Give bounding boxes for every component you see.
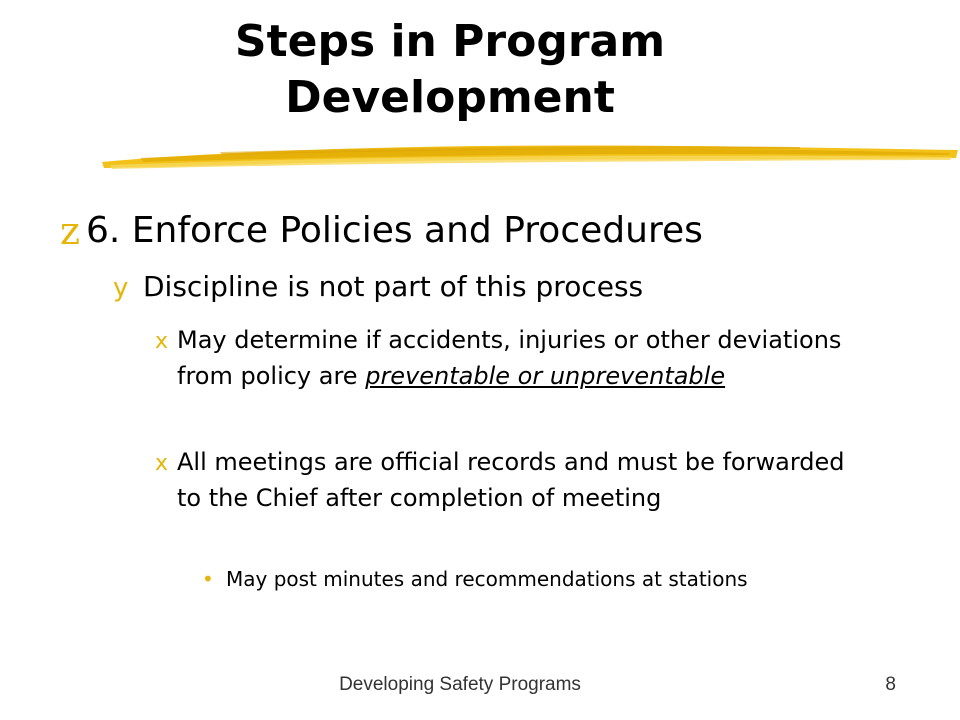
slide-title-line-1: Steps in Program xyxy=(234,16,666,67)
slide-title xyxy=(120,14,780,126)
bullet-level-3-item xyxy=(155,322,855,394)
bullet-level-2-text: Discipline is not part of this process xyxy=(143,270,644,303)
bullet-level-1-text: 6. Enforce Policies and Procedures xyxy=(86,210,703,251)
y-bullet-icon: y xyxy=(113,273,129,303)
bullet-level-3-item xyxy=(155,444,855,516)
bullet-level-3-text xyxy=(177,322,855,394)
emphasized-text: preventable or unpreventable xyxy=(365,362,726,390)
brush-stroke-divider xyxy=(100,138,960,172)
footer-label: Developing Safety Programs xyxy=(339,674,581,695)
bullet-level-3-text-plain: May determine if accidents, injuries or other deviations from policy are xyxy=(177,326,842,390)
x-bullet-icon: x xyxy=(155,451,169,476)
slide-number: 8 xyxy=(885,674,896,695)
bullet-level-1 xyxy=(60,208,920,254)
dot-bullet-icon: • xyxy=(202,567,214,591)
slide-title-line-2: Development xyxy=(285,72,615,123)
bullet-level-4-text: May post minutes and recommendations at stations xyxy=(226,567,748,591)
bullet-level-4 xyxy=(202,565,902,593)
bullet-level-2 xyxy=(113,268,933,307)
bullet-level-3-text: All meetings are official records and must be forwarded to the Chief after completion of meeting xyxy=(177,448,845,512)
z-bullet-icon: z xyxy=(60,209,81,253)
x-bullet-icon: x xyxy=(155,329,169,354)
